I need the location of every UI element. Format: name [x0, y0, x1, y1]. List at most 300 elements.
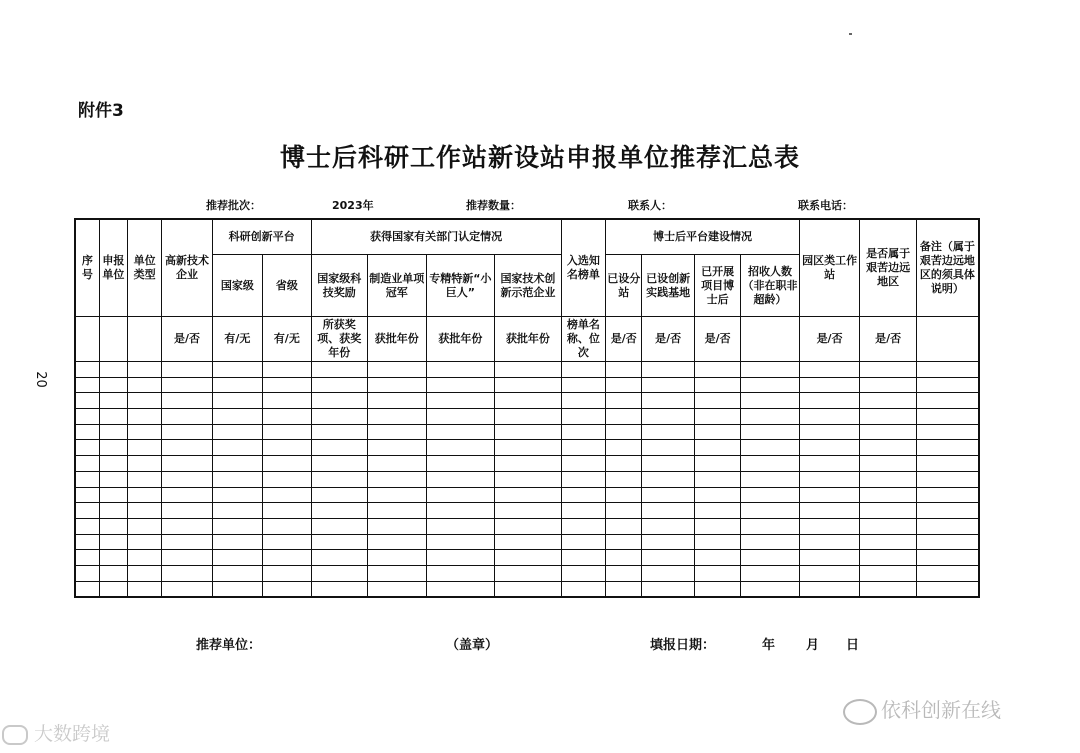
table-row	[75, 534, 979, 550]
cell	[741, 377, 800, 393]
hint-manufacturing-champion: 获批年份	[368, 317, 427, 362]
cell	[495, 487, 562, 503]
cell	[426, 503, 495, 519]
hint-national-level: 有/无	[212, 317, 262, 362]
cell	[561, 377, 605, 393]
cell	[495, 581, 562, 597]
table-row	[75, 581, 979, 597]
cell	[741, 534, 800, 550]
cell	[311, 503, 368, 519]
cell	[99, 550, 127, 566]
cell	[495, 456, 562, 472]
cell	[263, 409, 311, 425]
cell	[606, 409, 642, 425]
cell	[916, 503, 979, 519]
cell	[642, 503, 694, 519]
cell	[741, 424, 800, 440]
cell	[495, 550, 562, 566]
hint-has-practice-base: 是/否	[642, 317, 694, 362]
cell	[212, 581, 262, 597]
cell	[162, 424, 212, 440]
cell	[311, 487, 368, 503]
header-has-substation: 已设分站	[606, 255, 642, 317]
phone-label: 联系电话：	[798, 199, 853, 212]
cell	[99, 377, 127, 393]
batch-value: 2023年	[332, 199, 374, 212]
cell	[741, 565, 800, 581]
cell	[162, 534, 212, 550]
cell	[642, 440, 694, 456]
cell	[368, 377, 427, 393]
cell	[75, 393, 99, 409]
cell	[561, 518, 605, 534]
table-row	[75, 487, 979, 503]
summary-table	[74, 218, 980, 598]
cell	[426, 565, 495, 581]
cell	[99, 317, 127, 362]
cell	[741, 456, 800, 472]
cell	[741, 518, 800, 534]
cell	[642, 487, 694, 503]
cell	[99, 409, 127, 425]
cell	[127, 317, 161, 362]
table-row	[75, 456, 979, 472]
cell	[642, 581, 694, 597]
cell	[311, 377, 368, 393]
cell	[368, 456, 427, 472]
cell	[642, 393, 694, 409]
cell	[368, 362, 427, 378]
cell	[799, 377, 860, 393]
cell	[799, 503, 860, 519]
cell	[368, 393, 427, 409]
cell	[212, 534, 262, 550]
cell	[799, 440, 860, 456]
cell	[606, 581, 642, 597]
cell	[263, 534, 311, 550]
watermark-left	[2, 719, 110, 746]
cell	[75, 534, 99, 550]
cell	[127, 565, 161, 581]
cell	[127, 440, 161, 456]
cell	[75, 456, 99, 472]
cell	[606, 440, 642, 456]
cell	[162, 456, 212, 472]
cell	[75, 503, 99, 519]
cell	[311, 362, 368, 378]
cell	[75, 550, 99, 566]
cell	[561, 471, 605, 487]
cell	[162, 377, 212, 393]
cell	[426, 377, 495, 393]
cell	[75, 362, 99, 378]
watermark-left-text: 大数跨境	[34, 723, 111, 745]
cell	[263, 471, 311, 487]
cell	[694, 487, 740, 503]
cell	[799, 471, 860, 487]
attachment-label: 附件3	[78, 101, 124, 121]
cell	[606, 534, 642, 550]
table-row	[75, 440, 979, 456]
cell	[311, 565, 368, 581]
cell	[495, 362, 562, 378]
table-row	[75, 362, 979, 378]
cell	[916, 456, 979, 472]
cell	[162, 471, 212, 487]
cell	[212, 440, 262, 456]
cell	[561, 550, 605, 566]
cell	[127, 534, 161, 550]
cell	[741, 362, 800, 378]
cell	[368, 550, 427, 566]
cell	[916, 565, 979, 581]
cell	[799, 518, 860, 534]
cell	[212, 424, 262, 440]
cell	[741, 503, 800, 519]
cell	[860, 440, 917, 456]
cell	[75, 518, 99, 534]
cell	[642, 471, 694, 487]
cell	[916, 518, 979, 534]
date-month: 月	[806, 638, 820, 653]
cell	[311, 409, 368, 425]
header-national-level: 国家级	[212, 255, 262, 317]
cell	[311, 534, 368, 550]
format-row	[75, 317, 979, 362]
cell	[694, 565, 740, 581]
page-title: 博士后科研工作站新设站申报单位推荐汇总表	[279, 143, 800, 172]
cell	[263, 503, 311, 519]
recommender-label: 推荐单位：	[196, 638, 262, 653]
cell	[162, 409, 212, 425]
cell	[162, 518, 212, 534]
hint-famous-list: 榜单名称、位次	[561, 317, 605, 362]
cell	[75, 471, 99, 487]
cell	[75, 317, 99, 362]
cell	[860, 565, 917, 581]
cell	[694, 456, 740, 472]
cell	[99, 534, 127, 550]
date-year: 年	[762, 638, 776, 653]
cell	[495, 377, 562, 393]
header-postdoc-platform: 博士后平台建设情况	[606, 219, 800, 255]
page-number: 20	[32, 371, 48, 388]
header-recognition: 获得国家有关部门认定情况	[311, 219, 561, 255]
cell	[606, 456, 642, 472]
cell	[426, 424, 495, 440]
date-day: 日	[846, 638, 860, 653]
brand-logo-icon	[2, 725, 28, 745]
cell	[99, 487, 127, 503]
cell	[916, 362, 979, 378]
cell	[212, 471, 262, 487]
cell	[212, 393, 262, 409]
cell	[799, 487, 860, 503]
cell	[263, 362, 311, 378]
table-row	[75, 377, 979, 393]
cell	[606, 471, 642, 487]
cell	[860, 456, 917, 472]
cell	[860, 550, 917, 566]
cell	[75, 409, 99, 425]
table-row	[75, 503, 979, 519]
cell	[642, 424, 694, 440]
cell	[606, 377, 642, 393]
cell	[212, 456, 262, 472]
cell	[99, 518, 127, 534]
cell	[127, 393, 161, 409]
cell	[495, 393, 562, 409]
cell	[426, 534, 495, 550]
cell	[426, 550, 495, 566]
cell	[212, 565, 262, 581]
cell	[694, 440, 740, 456]
cell	[99, 456, 127, 472]
table-row	[75, 393, 979, 409]
cell	[916, 317, 979, 362]
cell	[642, 409, 694, 425]
cell	[561, 409, 605, 425]
cell	[916, 393, 979, 409]
cell	[799, 424, 860, 440]
cell	[311, 471, 368, 487]
cell	[263, 550, 311, 566]
cell	[263, 377, 311, 393]
cell	[694, 503, 740, 519]
cell	[263, 424, 311, 440]
header-unit-type: 单位类型	[127, 219, 161, 317]
cell	[426, 362, 495, 378]
cell	[212, 503, 262, 519]
cell	[642, 377, 694, 393]
chat-bubble-icon	[843, 699, 877, 725]
cell	[368, 565, 427, 581]
header-recruit-count: 招收人数（非在职非超龄）	[741, 255, 800, 317]
cell	[495, 440, 562, 456]
cell	[694, 377, 740, 393]
header-little-giant: 专精特新“小巨人”	[426, 255, 495, 317]
cell	[606, 487, 642, 503]
cell	[212, 377, 262, 393]
cell	[694, 393, 740, 409]
cell	[127, 424, 161, 440]
cell	[127, 503, 161, 519]
cell	[741, 393, 800, 409]
cell	[860, 487, 917, 503]
cell	[694, 471, 740, 487]
cell	[263, 456, 311, 472]
watermark-right	[843, 694, 1001, 725]
cell	[368, 503, 427, 519]
cell	[694, 518, 740, 534]
header-national-sci-award: 国家级科技奖励	[311, 255, 368, 317]
cell	[495, 471, 562, 487]
cell	[860, 393, 917, 409]
cell	[212, 550, 262, 566]
header-remote-area: 是否属于艰苦边远地区	[860, 219, 917, 317]
cell	[916, 377, 979, 393]
cell	[799, 409, 860, 425]
cell	[99, 362, 127, 378]
header-provincial-level: 省级	[263, 255, 311, 317]
cell	[741, 550, 800, 566]
cell	[495, 518, 562, 534]
cell	[561, 456, 605, 472]
seal-label: （盖章）	[446, 638, 499, 653]
cell	[860, 471, 917, 487]
hint-national-demo: 获批年份	[495, 317, 562, 362]
cell	[642, 518, 694, 534]
cell	[642, 534, 694, 550]
hint-remote-area: 是/否	[860, 317, 917, 362]
cell	[368, 518, 427, 534]
cell	[162, 362, 212, 378]
cell	[426, 409, 495, 425]
cell	[799, 393, 860, 409]
header-row-1	[75, 219, 979, 255]
cell	[162, 581, 212, 597]
cell	[99, 471, 127, 487]
cell	[311, 424, 368, 440]
cell	[741, 487, 800, 503]
cell	[127, 550, 161, 566]
cell	[741, 581, 800, 597]
cell	[426, 487, 495, 503]
cell	[212, 487, 262, 503]
header-famous-list: 入选知名榜单	[561, 219, 605, 317]
cell	[741, 471, 800, 487]
hint-hightech: 是/否	[162, 317, 212, 362]
cell	[99, 565, 127, 581]
cell	[311, 581, 368, 597]
cell	[127, 471, 161, 487]
cell	[311, 440, 368, 456]
cell	[741, 409, 800, 425]
cell	[606, 424, 642, 440]
table-row	[75, 565, 979, 581]
cell	[99, 581, 127, 597]
cell	[162, 393, 212, 409]
cell	[495, 424, 562, 440]
header-has-practice-base: 已设创新实践基地	[642, 255, 694, 317]
cell	[426, 393, 495, 409]
header-innovation-platform: 科研创新平台	[212, 219, 311, 255]
header-seq: 序号	[75, 219, 99, 317]
cell	[741, 440, 800, 456]
header-park-station: 园区类工作站	[799, 219, 860, 317]
cell	[860, 362, 917, 378]
cell	[127, 518, 161, 534]
cell	[212, 518, 262, 534]
cell	[606, 503, 642, 519]
cell	[212, 409, 262, 425]
cell	[561, 503, 605, 519]
cell	[694, 362, 740, 378]
date-label: 填报日期：	[650, 638, 716, 653]
header-remarks: 备注（属于艰苦边远地区的须具体说明）	[916, 219, 979, 317]
cell	[263, 565, 311, 581]
header-manufacturing-champion: 制造业单项冠军	[368, 255, 427, 317]
cell	[860, 581, 917, 597]
cell	[642, 550, 694, 566]
cell	[311, 393, 368, 409]
cell	[311, 518, 368, 534]
cell	[694, 534, 740, 550]
cell	[75, 377, 99, 393]
cell	[741, 317, 800, 362]
cell	[916, 487, 979, 503]
cell	[799, 565, 860, 581]
cell	[162, 565, 212, 581]
table-row	[75, 424, 979, 440]
cell	[561, 362, 605, 378]
cell	[368, 581, 427, 597]
cell	[368, 440, 427, 456]
cell	[162, 487, 212, 503]
cell	[694, 424, 740, 440]
cell	[561, 393, 605, 409]
cell	[311, 550, 368, 566]
cell	[99, 393, 127, 409]
cell	[127, 362, 161, 378]
cell	[561, 440, 605, 456]
cell	[426, 518, 495, 534]
cell	[799, 456, 860, 472]
cell	[860, 409, 917, 425]
table-row	[75, 550, 979, 566]
header-hightech: 高新技术企业	[162, 219, 212, 317]
cell	[368, 534, 427, 550]
cell	[162, 503, 212, 519]
cell	[799, 534, 860, 550]
cell	[694, 409, 740, 425]
cell	[799, 362, 860, 378]
cell	[916, 534, 979, 550]
cell	[368, 409, 427, 425]
cell	[916, 471, 979, 487]
cell	[426, 471, 495, 487]
cell	[606, 518, 642, 534]
cell	[162, 550, 212, 566]
cell	[212, 362, 262, 378]
cell	[368, 424, 427, 440]
cell	[368, 487, 427, 503]
cell	[606, 565, 642, 581]
contact-label: 联系人：	[628, 199, 672, 212]
cell	[495, 565, 562, 581]
hint-provincial-level: 有/无	[263, 317, 311, 362]
cell	[127, 456, 161, 472]
cell	[75, 424, 99, 440]
cell	[916, 424, 979, 440]
cell	[606, 550, 642, 566]
scan-speck	[849, 33, 852, 35]
cell	[799, 581, 860, 597]
hint-park-station: 是/否	[799, 317, 860, 362]
cell	[561, 487, 605, 503]
hint-has-substation: 是/否	[606, 317, 642, 362]
cell	[495, 534, 562, 550]
cell	[606, 362, 642, 378]
cell	[127, 409, 161, 425]
cell	[75, 487, 99, 503]
count-label: 推荐数量：	[466, 199, 521, 212]
cell	[561, 424, 605, 440]
cell	[75, 565, 99, 581]
watermark-right-text: 依科创新在线	[881, 698, 1001, 722]
cell	[426, 440, 495, 456]
cell	[860, 503, 917, 519]
